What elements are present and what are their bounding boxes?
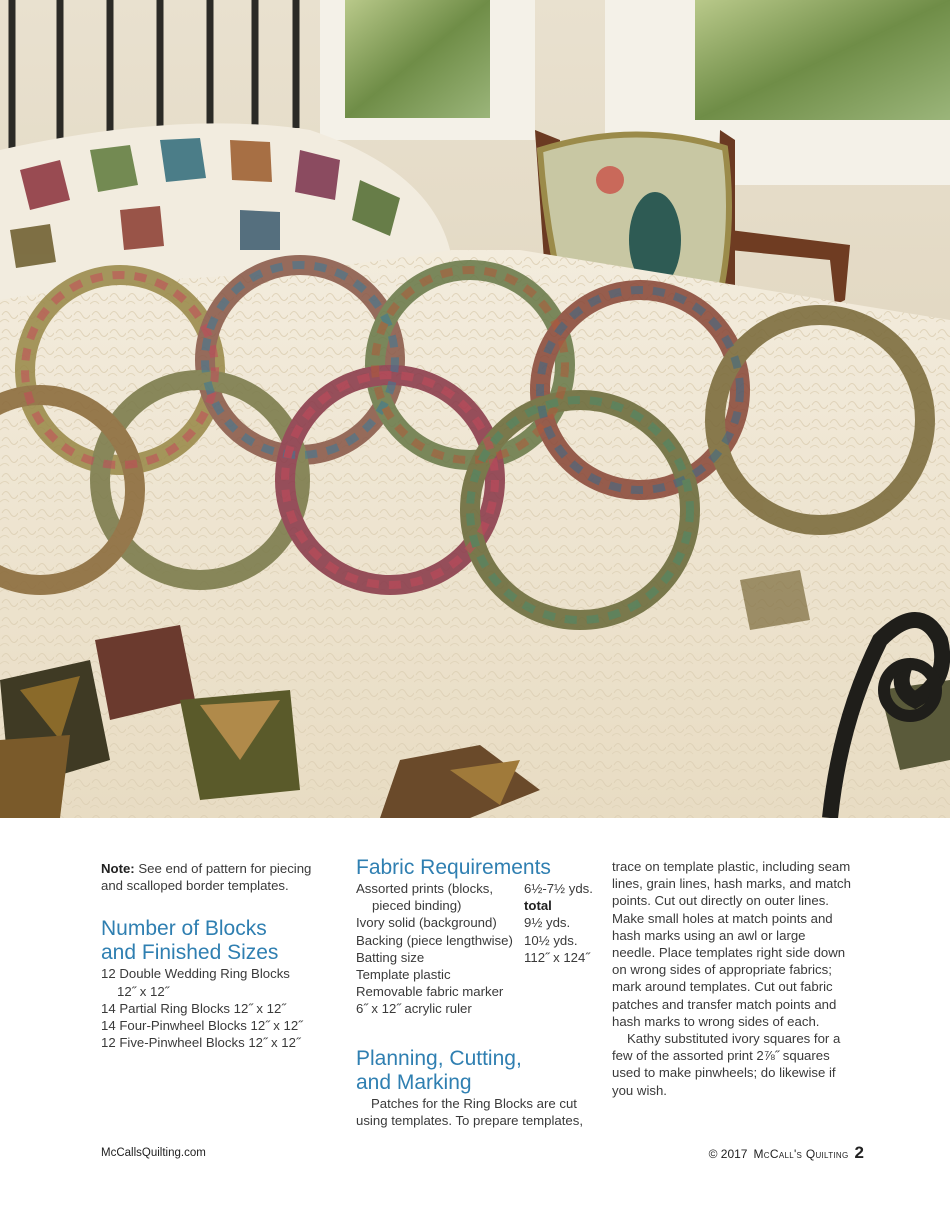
list-item <box>101 1000 331 1017</box>
blocks-heading-line2: and Finished Sizes <box>101 941 279 965</box>
block-item-3: 14 Four-Pinwheel Blocks 12˝ x 12˝ <box>101 1018 303 1034</box>
planning-paragraph-continued: trace on template plastic, including seam lines, grain lines, hash marks, and match points. Cut out directly on outer lines. Make small holes at match points and hash marks using an awl or large needle. Place templates right side down on wrong sides of appropriate fabrics; mark around templates. Cut out fabric patches and transfer match points and hash marks to wrong sides of each. <box>612 859 851 1029</box>
column-right <box>612 858 852 1099</box>
fabric-item: Template plastic <box>356 967 451 983</box>
fabric-amount: 9½ yds. <box>524 915 571 931</box>
planning-paragraph-2: Kathy substituted ivory squares for a few of the assorted print 2⅞˝ squares used to make pinwheels; do likewise if you wish. <box>612 1031 841 1098</box>
planning-heading <box>356 1047 596 1095</box>
planning-heading-line1: Planning, Cutting, <box>356 1046 522 1070</box>
fabric-amount: 6½-7½ yds. <box>524 881 593 896</box>
page-number: 2 <box>854 1143 864 1162</box>
block-item-1-size: 12˝ x 12˝ <box>117 983 170 999</box>
list-item <box>101 965 331 982</box>
planning-heading-line2: and Marking <box>356 1070 472 1094</box>
note-text: See end of pattern for piecing and scalloped border templates. <box>101 861 312 894</box>
blocks-list <box>101 965 331 1051</box>
column-middle <box>356 856 596 1129</box>
list-item <box>101 1017 331 1034</box>
fabric-item: Batting size <box>356 949 425 965</box>
fabric-item: pieced binding) <box>372 898 462 914</box>
fabric-amount: 112˝ x 124˝ <box>524 949 590 965</box>
block-item-1: 12 Double Wedding Ring Blocks <box>101 966 290 982</box>
footer-copyright: © 2017 <box>708 1147 748 1161</box>
fabric-item: Removable fabric marker <box>356 984 504 1000</box>
blocks-heading-line1: Number of Blocks <box>101 917 267 941</box>
fabric-item: 6˝ x 12˝ acrylic ruler <box>356 1001 472 1017</box>
footer-website: McCallsQuilting.com <box>101 1147 206 1159</box>
fabric-item: Ivory solid (background) <box>356 915 497 931</box>
fabric-item: Backing (piece lengthwise) <box>356 932 513 948</box>
fabric-amount <box>524 1000 596 1017</box>
column-left <box>101 858 331 1051</box>
fabric-amount <box>524 966 596 983</box>
block-item-2: 14 Partial Ring Blocks 12˝ x 12˝ <box>101 1000 286 1016</box>
list-item <box>101 983 331 1000</box>
fabric-heading: Fabric Requirements <box>356 856 551 879</box>
fabric-amount: total <box>524 898 552 914</box>
fabric-item: Assorted prints (blocks, <box>356 881 494 896</box>
fabric-amount <box>524 983 596 1000</box>
block-item-4: 12 Five-Pinwheel Blocks 12˝ x 12˝ <box>101 1035 301 1051</box>
blocks-heading <box>101 917 331 965</box>
footer-brand: McCall's Quilting <box>753 1147 849 1161</box>
footer-credit <box>709 1143 864 1163</box>
note-label: Note: <box>101 861 135 876</box>
fabric-amount: 10½ yds. <box>524 932 578 948</box>
fabric-requirements-table <box>356 880 596 1018</box>
planning-paragraph-start: Patches for the Ring Blocks are cut using templates. To prepare templates, <box>356 1095 583 1128</box>
note-paragraph <box>101 860 331 894</box>
list-item <box>101 1034 331 1051</box>
